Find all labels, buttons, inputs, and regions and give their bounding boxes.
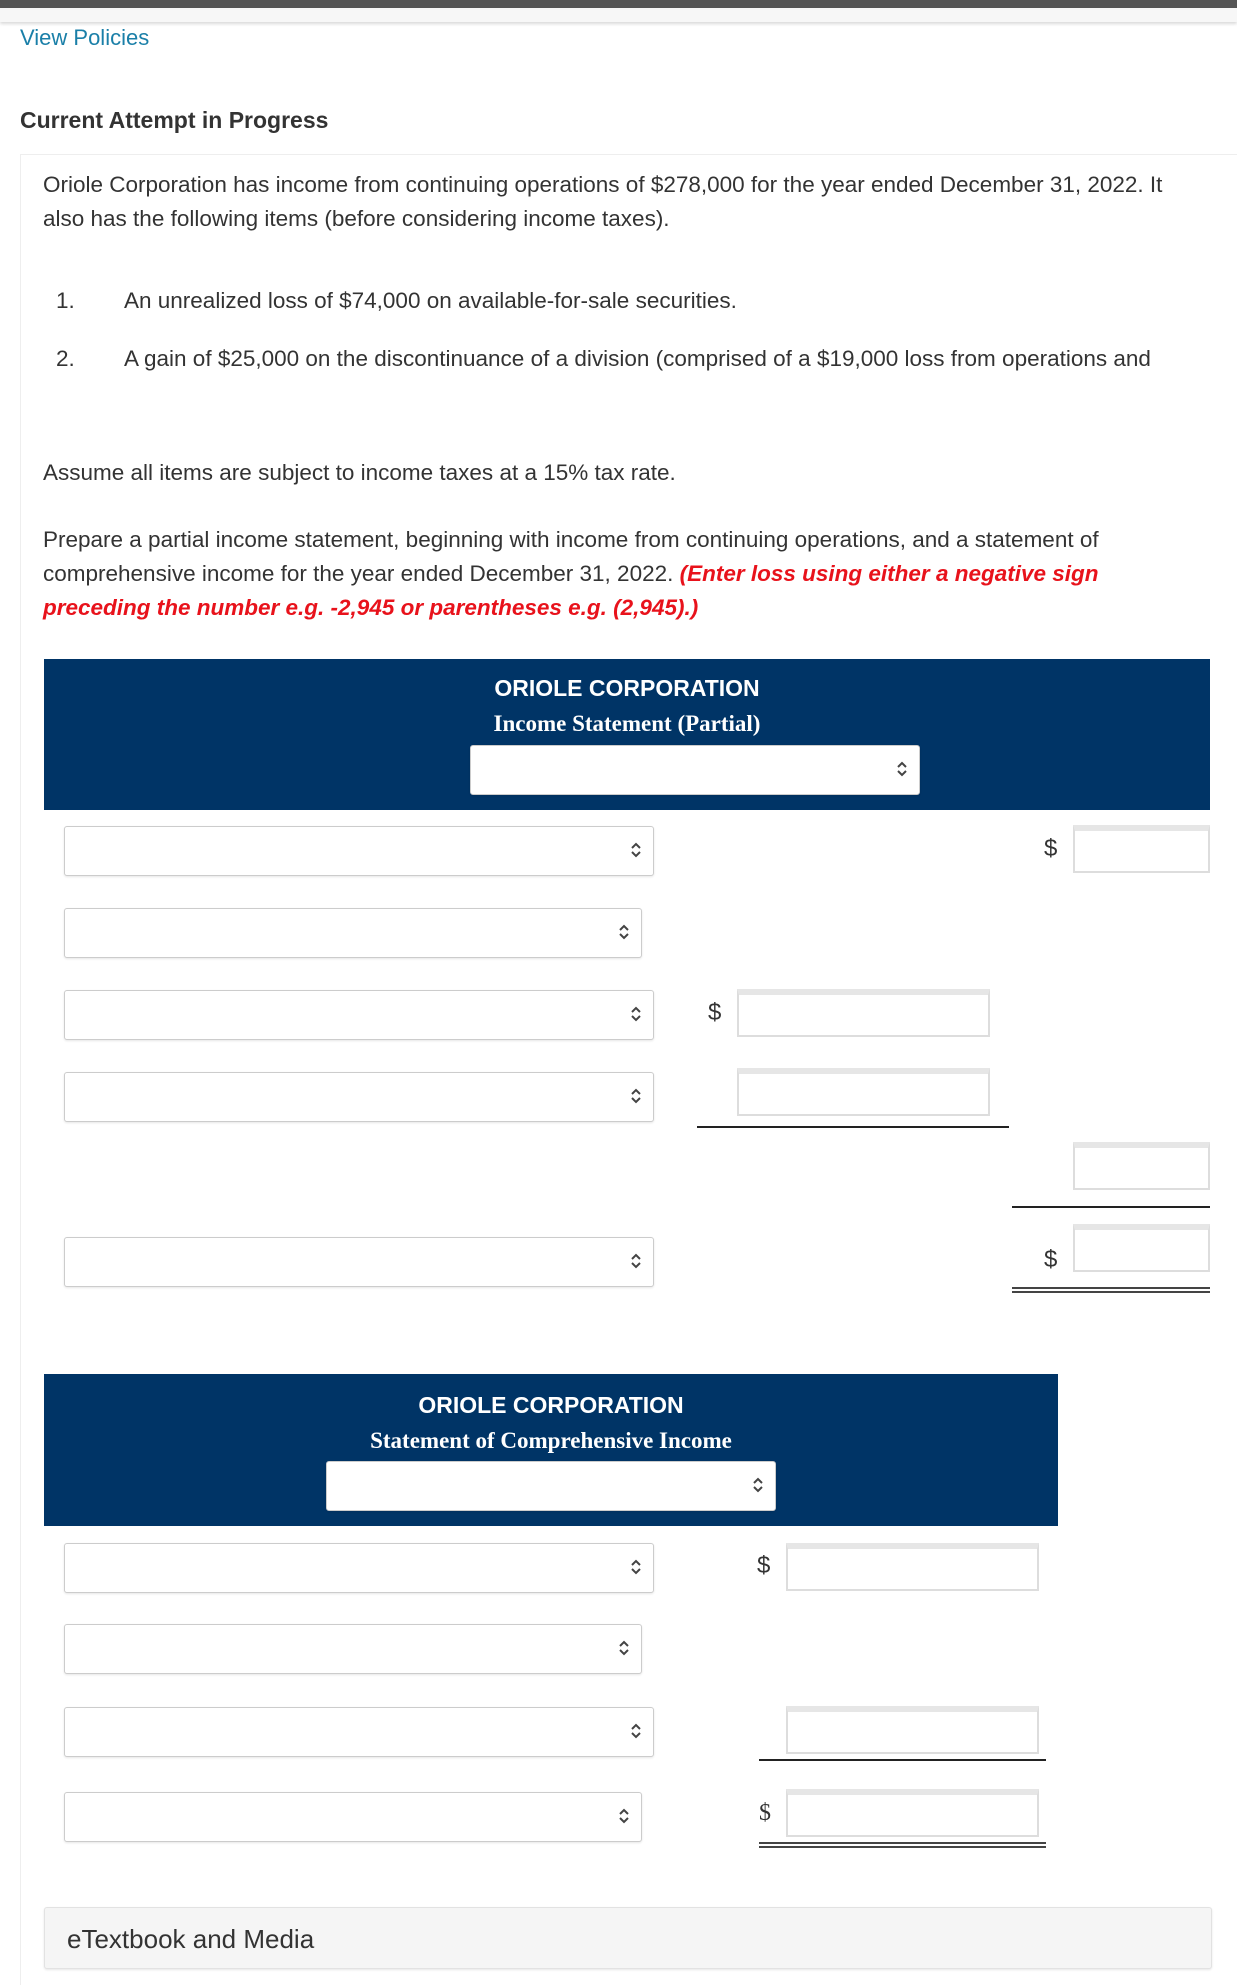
is-subtotal-col2-input[interactable]: [1073, 1142, 1210, 1190]
is-row-3-label-select[interactable]: [64, 990, 654, 1040]
is-row-3-dollar: $: [708, 999, 722, 1026]
item-text-2: A gain of $25,000 on the discontinuance of a division (comprised of a $19,000 loss from operations and: [124, 346, 1151, 371]
up-down-chevron-icon: [629, 1556, 643, 1578]
instructions-red-note: (Enter loss using either a negative sign preceding the number e.g. -2,945 or parentheses e.g. (2,945).): [43, 561, 1099, 620]
subtotal-rule: [1012, 1206, 1210, 1208]
attempt-title: Current Attempt in Progress: [20, 107, 329, 133]
ci-row-1-input[interactable]: [786, 1543, 1039, 1591]
ci-period-select[interactable]: [326, 1461, 776, 1511]
ci-row-4-dollar: $: [759, 1800, 771, 1826]
etextbook-media-panel[interactable]: [44, 1907, 1212, 1969]
is-company-name: ORIOLE CORPORATION: [494, 675, 760, 701]
question-intro: Oriole Corporation has income from continuing operations of $278,000 for the year ended December 31, 2022. It also has the following items (before considering income taxes).: [43, 172, 1163, 231]
browser-top-bar: [0, 0, 1237, 8]
up-down-chevron-icon: [617, 921, 631, 943]
is-period-select[interactable]: [470, 745, 920, 795]
subtotal-rule: [697, 1126, 1009, 1128]
is-row-5-dollar: $: [1044, 1246, 1058, 1273]
item-number-2: 2.: [56, 346, 75, 371]
etextbook-label: eTextbook and Media: [67, 1924, 315, 1954]
subtotal-rule: [759, 1759, 1046, 1761]
up-down-chevron-icon: [629, 839, 643, 861]
ci-row-1-label-select[interactable]: [64, 1543, 654, 1593]
is-row-1-col2-input[interactable]: [1073, 825, 1210, 873]
ci-row-3-input[interactable]: [786, 1706, 1039, 1754]
is-row-4-label-select[interactable]: [64, 1072, 654, 1122]
up-down-chevron-icon: [629, 1085, 643, 1107]
is-row-1-label-select[interactable]: [64, 826, 654, 876]
tax-note: Assume all items are subject to income taxes at a 15% tax rate.: [43, 460, 676, 485]
up-down-chevron-icon: [751, 1474, 765, 1496]
is-row-3-col1-input[interactable]: [737, 989, 990, 1037]
up-down-chevron-icon: [629, 1003, 643, 1025]
is-row-5-label-select[interactable]: [64, 1237, 654, 1287]
is-row-2-label-select[interactable]: [64, 908, 642, 958]
view-policies-link[interactable]: View Policies: [20, 25, 150, 50]
instructions-text: Prepare a partial income statement, beginning with income from continuing operations, and a statement of comprehensive income for the year ended December 31, 2022.: [43, 527, 1099, 586]
ci-row-2-label-select[interactable]: [64, 1624, 642, 1674]
up-down-chevron-icon: [629, 1720, 643, 1742]
instructions: [43, 523, 1203, 625]
is-row-1-dollar: $: [1044, 835, 1058, 862]
is-title: Income Statement (Partial): [493, 711, 761, 736]
up-down-chevron-icon: [895, 758, 909, 780]
up-down-chevron-icon: [617, 1805, 631, 1827]
total-double-rule: [1012, 1287, 1210, 1293]
is-row-4-col1-input[interactable]: [737, 1068, 990, 1116]
ci-title: Statement of Comprehensive Income: [370, 1428, 732, 1453]
ci-company-name: ORIOLE CORPORATION: [418, 1392, 684, 1418]
up-down-chevron-icon: [629, 1250, 643, 1272]
toolbar-strip: [0, 8, 1237, 22]
ci-row-1-dollar: $: [757, 1552, 771, 1579]
up-down-chevron-icon: [617, 1637, 631, 1659]
ci-row-4-label-select[interactable]: [64, 1792, 642, 1842]
is-row-5-col2-input[interactable]: [1073, 1224, 1210, 1272]
item-number-1: 1.: [56, 288, 75, 313]
item-text-1: An unrealized loss of $74,000 on available-for-sale securities.: [124, 288, 737, 313]
total-double-rule: [759, 1842, 1046, 1848]
ci-row-3-label-select[interactable]: [64, 1707, 654, 1757]
ci-row-4-input[interactable]: [786, 1789, 1039, 1837]
